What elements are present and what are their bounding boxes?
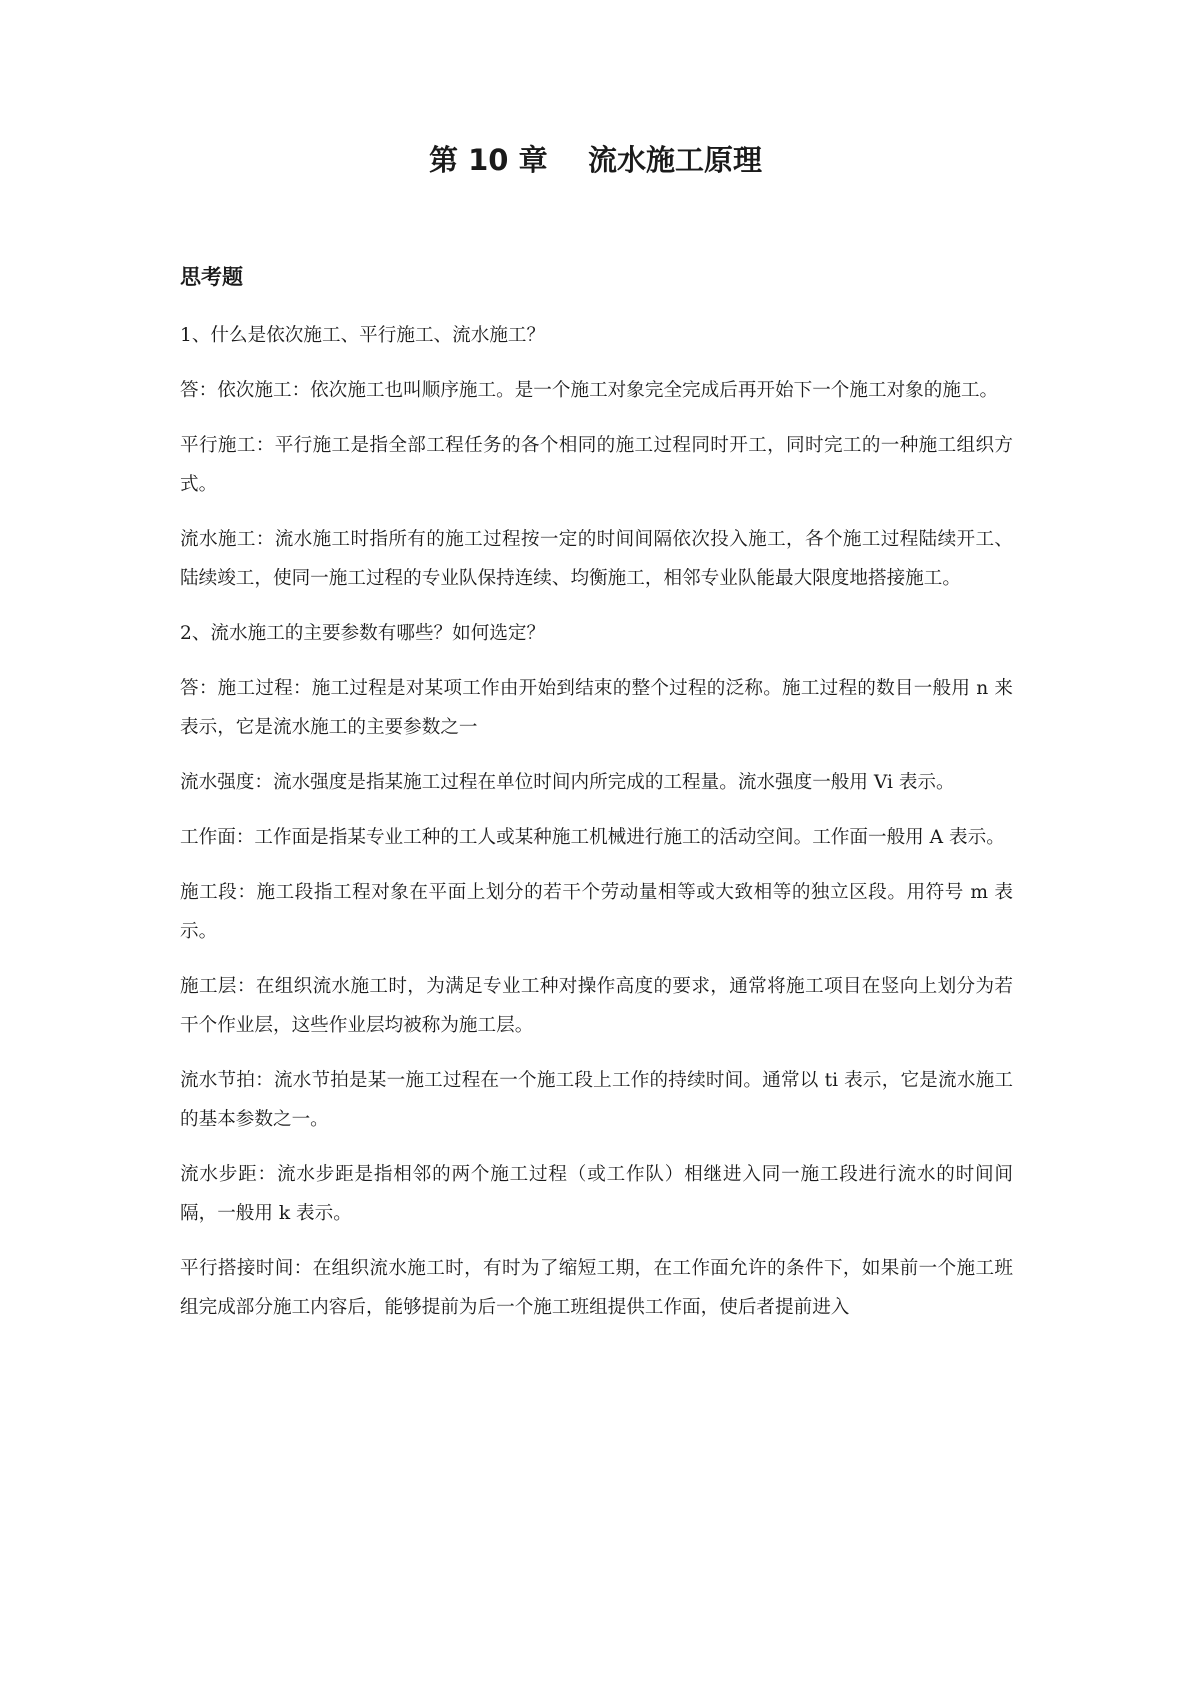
answer-flow-construction: 流水施工：流水施工时指所有的施工过程按一定的时间间隔依次投入施工，各个施工过程陆续开工、陆续竣工，使同一施工过程的专业队保持连续、均衡施工，相邻专业队能最大限度地搭接施工。 [180,529,1013,589]
answer-parallel-construction: 平行施工：平行施工是指全部工程任务的各个相同的施工过程同时开工，同时完工的一种施工组织方式。 [180,435,1013,495]
answer-construction-process: 答：施工过程：施工过程是对某项工作由开始到结束的整个过程的泛称。施工过程的数目一般用 n 来表示，它是流水施工的主要参数之一 [180,678,1013,738]
answer-construction-layer: 施工层：在组织流水施工时，为满足专业工种对操作高度的要求，通常将施工项目在竖向上划分为若干个作业层，这些作业层均被称为施工层。 [180,976,1013,1036]
section-heading: 思考题 [180,265,243,289]
answer-flow-intensity: 流水强度：流水强度是指某施工过程在单位时间内所完成的工程量。流水强度一般用 Vi 表示。 [180,772,955,793]
answer-construction-section: 施工段：施工段指工程对象在平面上划分的若干个劳动量相等或大致相等的独立区段。用符号 m 表示。 [180,882,1013,942]
question-2: 2、流水施工的主要参数有哪些？如何选定？ [180,623,546,644]
answer-parallel-overlap-time: 平行搭接时间：在组织流水施工时，有时为了缩短工期，在工作面允许的条件下，如果前一个施工班组完成部分施工内容后，能够提前为后一个施工班组提供工作面，使后者提前进入 [180,1258,1013,1318]
answer-working-face: 工作面：工作面是指某专业工种的工人或某种施工机械进行施工的活动空间。工作面一般用 A 表示。 [180,827,1005,848]
answer-flow-beat: 流水节拍：流水节拍是某一施工过程在一个施工段上工作的持续时间。通常以 ti 表示，它是流水施工的基本参数之一。 [180,1070,1013,1130]
answer-flow-step: 流水步距：流水步距是指相邻的两个施工过程（或工作队）相继进入同一施工段进行流水的时间间隔，一般用 k 表示。 [180,1164,1013,1224]
document-body [180,262,1013,1343]
answer-sequential-construction: 答：依次施工：依次施工也叫顺序施工。是一个施工对象完全完成后再开始下一个施工对象的施工。 [180,380,999,401]
chapter-title: 第 10 章 流水施工原理 [429,143,762,177]
question-1: 1、什么是依次施工、平行施工、流水施工？ [180,325,546,346]
